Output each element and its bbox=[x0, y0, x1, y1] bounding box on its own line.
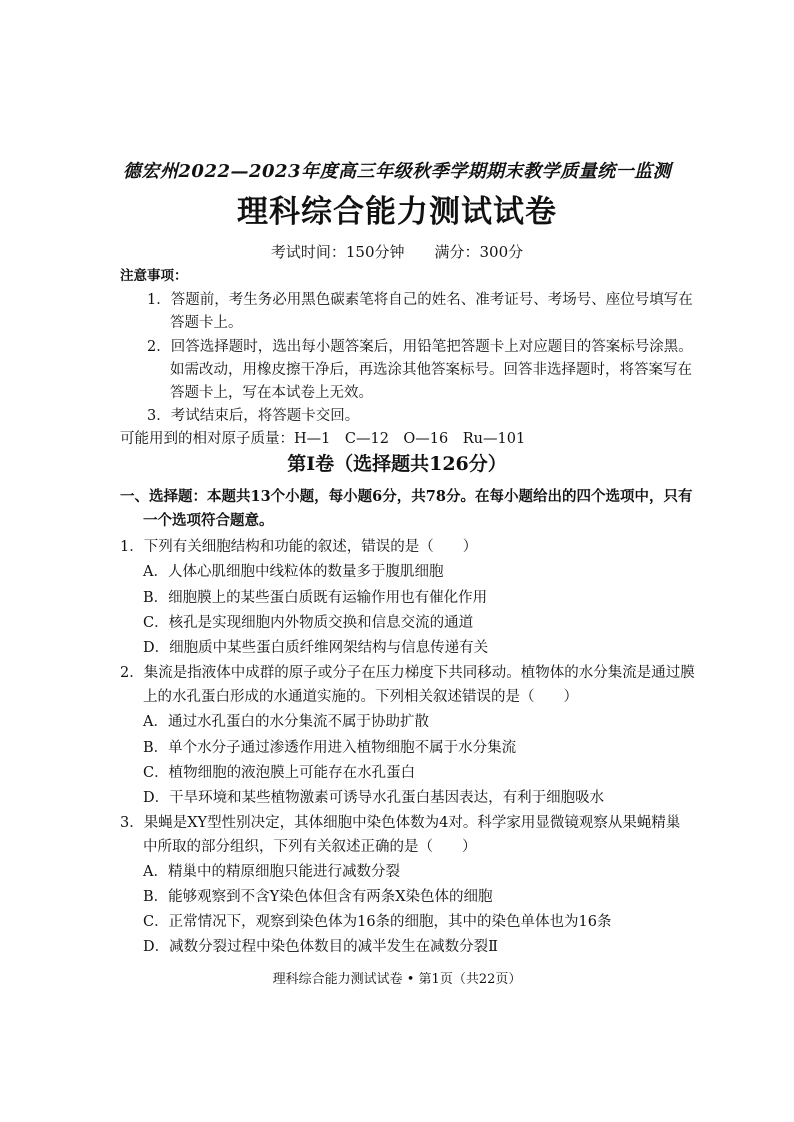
q1-option-d: D．细胞质中某些蛋白质纤维网架结构与信息传递有关 bbox=[143, 640, 489, 656]
exam-time: 考试时间：150分钟 bbox=[270, 243, 405, 261]
notice-2-line-2: 如需改动，用橡皮擦干净后，再选涂其他答案标号。回答非选择题时，将答案写在 bbox=[170, 362, 692, 378]
section-instruction-line-2: 一个选项符合题意。 bbox=[143, 512, 274, 529]
full-score: 满分：300分 bbox=[434, 243, 524, 261]
notice-3: 3．考试结束后，将答题卡交回。 bbox=[147, 408, 360, 424]
q3-option-a: A．精巢中的精原细胞只能进行减数分裂 bbox=[143, 864, 400, 880]
q2-stem-line-2: 上的水孔蛋白形成的水通道实施的。下列相关叙述错误的是（ ） bbox=[143, 689, 578, 705]
q2-option-a: A．通过水孔蛋白的水分集流不属于协助扩散 bbox=[143, 714, 429, 730]
q1-option-c: C．核孔是实现细胞内外物质交换和信息交流的通道 bbox=[143, 615, 474, 631]
q3-option-b: B．能够观察到不含Y染色体但含有两条X染色体的细胞 bbox=[143, 889, 493, 905]
notice-title: 注意事项： bbox=[120, 268, 188, 284]
q2-option-b: B．单个水分子通过渗透作用进入植物细胞不属于水分集流 bbox=[143, 740, 517, 756]
notice-1-line-1: 1．答题前，考生务必用黑色碳素笔将自己的姓名、准考证号、考场号、座位号填写在 bbox=[147, 292, 693, 308]
q3-stem-line-2: 中所取的部分组织，下列有关叙述正确的是（ ） bbox=[143, 839, 477, 855]
exam-header: 德宏州2022—2023年度高三年级秋季学期期末教学质量统一监测 bbox=[122, 161, 672, 182]
q1-option-b: B．细胞膜上的某些蛋白质既有运输作用也有催化作用 bbox=[143, 590, 488, 606]
q2-option-c: C．植物细胞的液泡膜上可能存在水孔蛋白 bbox=[143, 765, 416, 781]
notice-1-line-2: 答题卡上。 bbox=[170, 315, 243, 331]
section-instruction-line-1: 一、选择题：本题共13个小题，每小题6分，共78分。在每小题给出的四个选项中，只有 bbox=[120, 488, 693, 505]
q3-stem-line-1: 3．果蝇是XY型性别决定，其体细胞中染色体数为4对。科学家用显微镜观察从果蝇精巢 bbox=[120, 815, 681, 831]
notice-2-line-1: 2．回答选择题时，选出每小题答案后，用铅笔把答题卡上对应题目的答案标号涂黑。 bbox=[147, 339, 693, 355]
section-title: 第Ⅰ卷（选择题共126分） bbox=[287, 453, 507, 475]
page-footer: 理科综合能力测试试卷 • 第1页（共22页） bbox=[272, 972, 522, 987]
q2-stem-line-1: 2．集流是指液体中成群的原子或分子在压力梯度下共同移动。植物体的水分集流是通过膜 bbox=[120, 665, 695, 681]
exam-meta bbox=[0, 245, 794, 260]
q1-stem: 1．下列有关细胞结构和功能的叙述，错误的是（ ） bbox=[120, 539, 478, 555]
q3-option-c: C．正常情况下，观察到染色体为16条的细胞，其中的染色单体也为16条 bbox=[143, 914, 612, 930]
notice-2-line-3: 答题卡上，写在本试卷上无效。 bbox=[170, 385, 373, 401]
page-title: 理科综合能力测试试卷 bbox=[237, 194, 557, 230]
atomic-mass: 可能用到的相对原子质量：H—1 C—12 O—16 Ru—101 bbox=[120, 431, 526, 447]
q2-option-d: D．干旱环境和某些植物激素可诱导水孔蛋白基因表达，有利于细胞吸水 bbox=[143, 790, 605, 806]
q1-option-a: A．人体心肌细胞中线粒体的数量多于腹肌细胞 bbox=[143, 564, 444, 580]
q3-option-d: D．减数分裂过程中染色体数目的减半发生在减数分裂Ⅱ bbox=[143, 939, 498, 955]
